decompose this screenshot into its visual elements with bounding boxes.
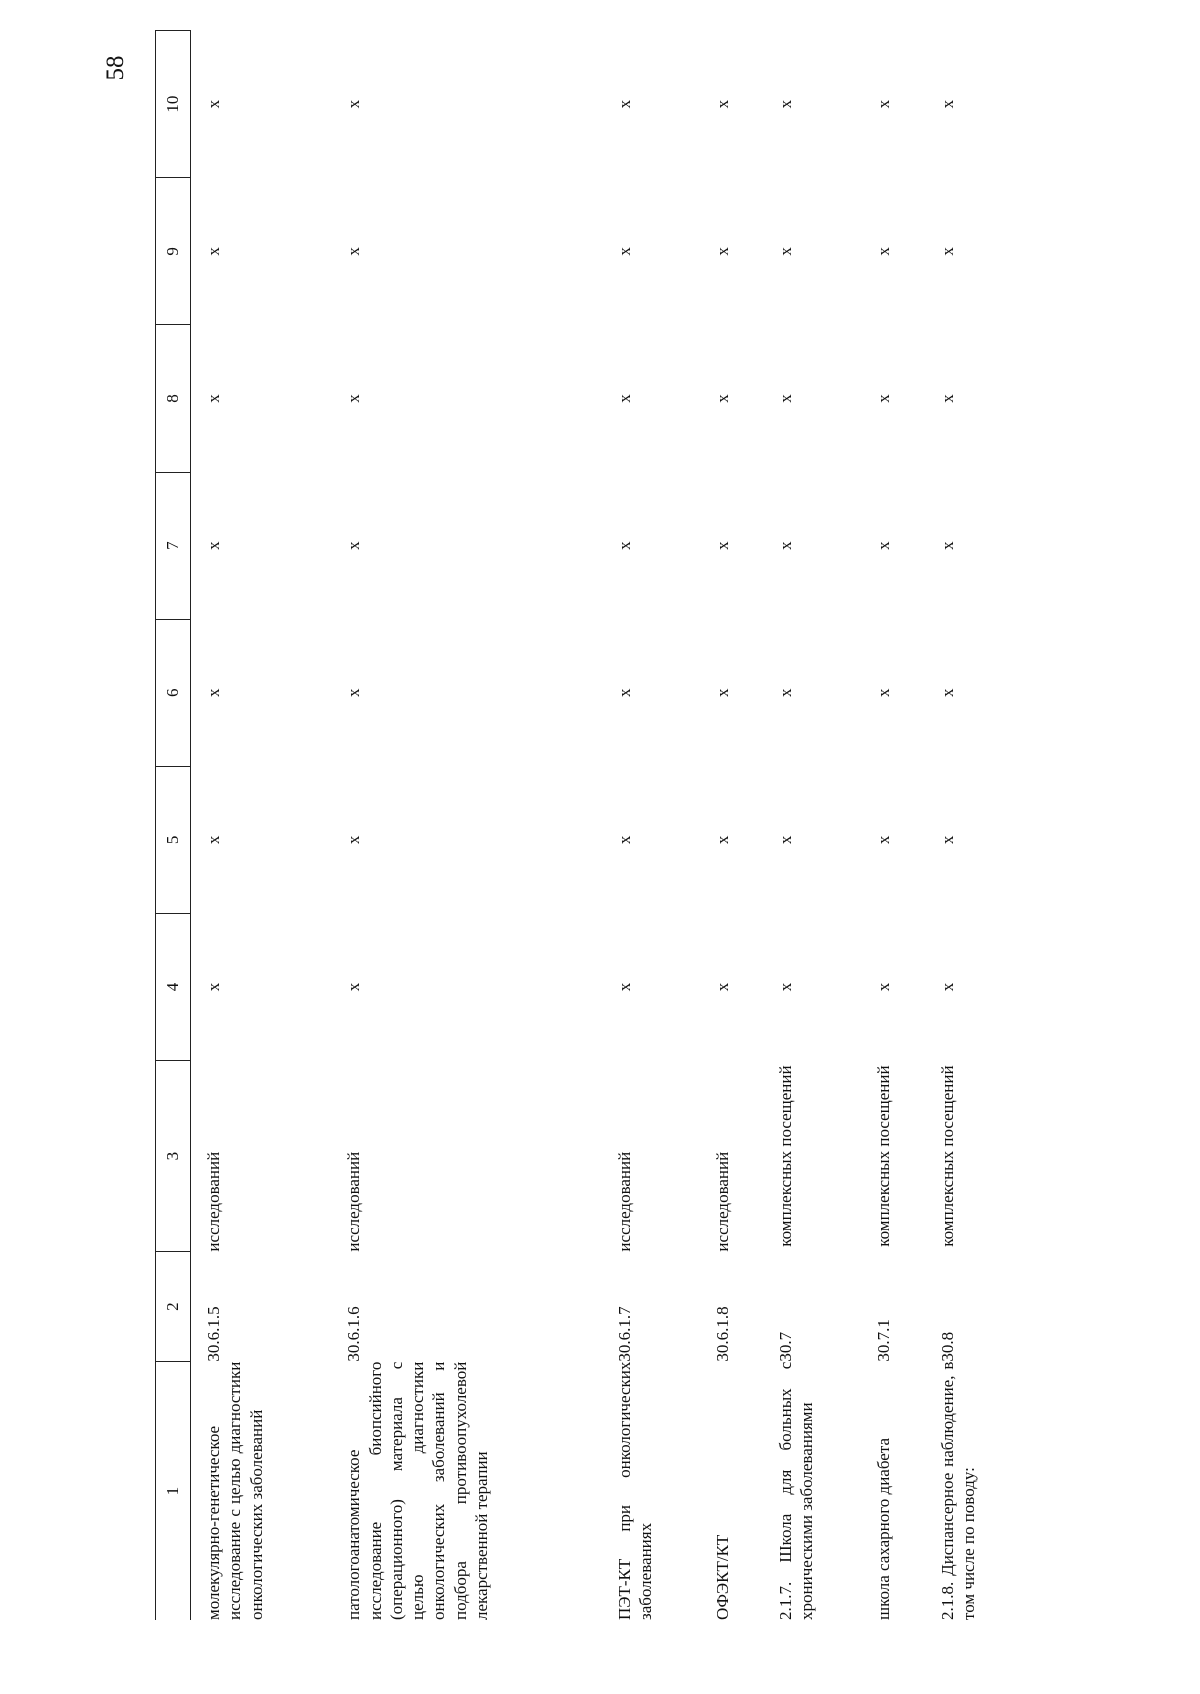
row-name: 2.1.8. Диспансерное наблюдение, в том числе по поводу: (937, 1361, 979, 1620)
row-unit: комплексных посещений (776, 1065, 796, 1247)
row-value: x (712, 247, 732, 256)
row-value: x (344, 247, 364, 256)
table-row (712, 31, 776, 1621)
document-table (155, 30, 1035, 1620)
table-row (614, 31, 712, 1621)
row-value: x (937, 247, 957, 256)
row-value: x (937, 99, 957, 109)
row-unit: исследований (204, 1151, 223, 1252)
row-value: x (614, 688, 634, 698)
row-value: x (614, 541, 634, 550)
column-header: 3 (156, 1061, 191, 1252)
column-header: 6 (156, 619, 191, 766)
row-unit: исследований (614, 1151, 634, 1252)
row-code: 30.7 (776, 1331, 796, 1362)
row-value: x (776, 99, 796, 109)
row-value: x (874, 982, 894, 992)
row-name: патологоанатомическое исследование биопсийного (операционного) материала с целью диагностики онкологических заболеваний и подбора противоопухолевой лекарственной терапии (344, 1361, 491, 1620)
row-name: 2.1.7. Школа для больных с хроническими заболеваниями (776, 1361, 817, 1620)
row-code: 30.6.1.5 (204, 1306, 223, 1362)
row-value: x (204, 99, 223, 109)
row-value: x (344, 688, 364, 698)
row-value: x (204, 688, 223, 698)
row-value: x (204, 835, 223, 845)
row-value: x (874, 99, 894, 109)
row-value: x (874, 688, 894, 698)
row-code: 30.6.1.8 (712, 1306, 732, 1362)
row-value: x (712, 541, 732, 550)
page-number: 58 (102, 55, 129, 81)
row-unit: комплексных посещений (874, 1065, 894, 1247)
row-name: молекулярно-генетическое исследование с целью диагностики онкологических заболеваний (204, 1361, 266, 1620)
row-unit: комплексных посещений (937, 1065, 957, 1247)
row-unit: исследований (712, 1151, 732, 1252)
row-value: x (204, 394, 223, 403)
row-value: x (874, 541, 894, 550)
table-row (873, 31, 937, 1621)
table-header (156, 31, 191, 1621)
column-header: 8 (156, 325, 191, 472)
row-value: x (937, 541, 957, 550)
column-header: 4 (156, 913, 191, 1060)
row-value: x (614, 394, 634, 403)
row-unit: исследований (344, 1151, 364, 1252)
column-header: 2 (156, 1252, 191, 1362)
row-value: x (614, 99, 634, 109)
row-value: x (614, 835, 634, 845)
row-value: x (776, 247, 796, 256)
row-value: x (204, 247, 223, 256)
column-header: 9 (156, 178, 191, 325)
row-value: x (344, 99, 364, 109)
row-value: x (712, 982, 732, 992)
row-value: x (937, 688, 957, 698)
row-value: x (614, 247, 634, 256)
row-value: x (874, 394, 894, 403)
table-body (191, 31, 1036, 1621)
row-code: 30.7.1 (874, 1319, 894, 1362)
column-header: 1 (156, 1362, 191, 1620)
row-value: x (712, 835, 732, 845)
row-code: 30.8 (937, 1331, 957, 1362)
row-code: 30.6.1.7 (614, 1306, 634, 1362)
row-name: ОФЭКТ/КТ (712, 1534, 732, 1620)
row-value: x (344, 394, 364, 403)
row-name: школа сахарного диабета (874, 1437, 894, 1620)
row-value: x (344, 982, 364, 992)
row-value: x (776, 541, 796, 550)
table-row (191, 31, 344, 1621)
row-value: x (874, 247, 894, 256)
row-name: ПЭТ-КТ при онкологических заболеваниях (614, 1361, 655, 1620)
row-value: x (776, 688, 796, 698)
row-value: x (874, 835, 894, 845)
row-value: x (614, 982, 634, 992)
row-value: x (937, 982, 957, 992)
row-value: x (344, 835, 364, 845)
table-row (937, 31, 1035, 1621)
row-value: x (344, 541, 364, 550)
row-value: x (937, 835, 957, 845)
column-header: 5 (156, 766, 191, 913)
row-value: x (937, 394, 957, 403)
row-value: x (712, 688, 732, 698)
table-row (343, 31, 613, 1621)
row-value: x (204, 982, 223, 992)
row-value: x (776, 982, 796, 992)
row-code: 30.6.1.6 (344, 1306, 364, 1362)
row-value: x (712, 99, 732, 109)
row-value: x (776, 835, 796, 845)
row-value: x (204, 541, 223, 550)
row-value: x (776, 394, 796, 403)
column-header: 10 (156, 31, 191, 178)
row-value: x (712, 394, 732, 403)
table-row (775, 31, 873, 1621)
column-header: 7 (156, 472, 191, 619)
